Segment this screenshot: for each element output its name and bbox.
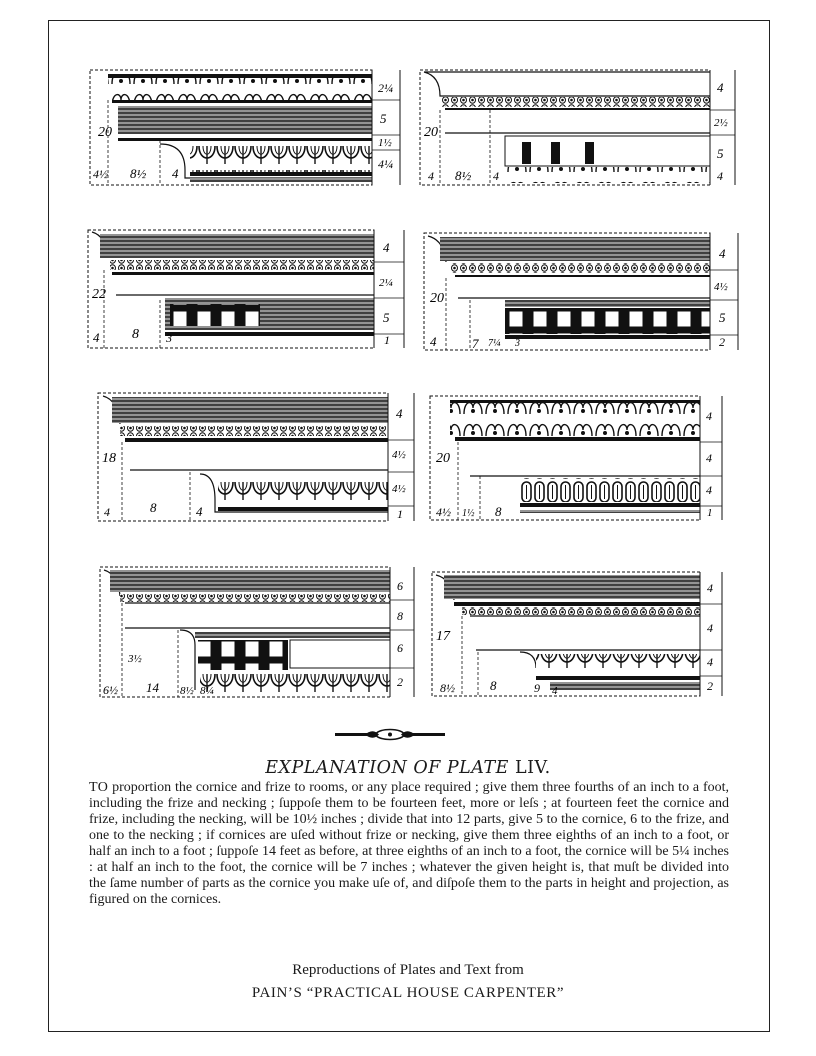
cornice-1-scale-1: 2¼ <box>378 81 393 95</box>
cornice-7-dim-4: 8½ <box>180 685 194 697</box>
cornice-5-dim-4: 4 <box>196 504 203 519</box>
cornice-6-dim-4: 1½ <box>462 508 475 519</box>
cornice-1-dim-4: 4 <box>172 166 179 181</box>
cornice-7-scale-4: 2 <box>397 675 403 689</box>
cornice-8 <box>432 572 722 697</box>
cornice-5-dim-3: 8 <box>150 500 157 515</box>
cornice-8-dim-1: 17 <box>436 629 450 644</box>
heading-title: EXPLANATION OF PLATE <box>265 758 509 778</box>
cornice-5-dim-1: 18 <box>102 451 116 466</box>
cornice-6-scale-1: 4 <box>706 409 712 423</box>
cornice-6-scale-2: 4 <box>706 451 712 465</box>
cornice-8-dim-2: 8½ <box>440 681 455 695</box>
cornice-3-dim-4: 3 <box>166 331 172 345</box>
credit-line-2: PAIN’S “PRACTICAL HOUSE CARPENTER” <box>251 985 565 1001</box>
cornice-7-scale-2: 8 <box>397 609 403 623</box>
cornice-3-scale-2: 2¼ <box>379 277 393 289</box>
cornice-3-dim-3: 8 <box>132 327 139 342</box>
explanation-heading <box>0 758 816 778</box>
cornice-8-dim-4: 9 <box>534 681 540 695</box>
cornice-1-scale-3: 1½ <box>378 137 392 149</box>
cornice-3-scale-1: 4 <box>383 240 390 255</box>
cornice-1-dim-2: 4½ <box>93 167 108 181</box>
cornice-3-scale-3: 5 <box>383 310 390 325</box>
cornice-7-scale-1: 6 <box>397 579 403 593</box>
cornice-2-dim-4: 4 <box>493 169 499 183</box>
cornice-4-dim-3: 7 <box>472 336 479 351</box>
cornice-5-scale-3: 4½ <box>392 483 406 495</box>
cornice-5 <box>98 393 414 521</box>
cornice-4-dim-1: 20 <box>430 291 444 306</box>
cornice-8-scale-1: 4 <box>707 581 713 595</box>
cornice-5-scale-2: 4½ <box>392 449 406 461</box>
credit-line-1: Reproductions of Plates and Text from <box>292 962 524 978</box>
cornice-7-dim-5: 8¼ <box>200 685 214 697</box>
cornice-5-scale-1: 4 <box>396 406 403 421</box>
cornice-5-dim-2: 4 <box>104 505 110 519</box>
cornice-4-dim-2: 4 <box>430 334 437 349</box>
cornice-3-dim-1: 22 <box>92 287 106 302</box>
cornice-4-dim-4: 7¼ <box>488 338 501 349</box>
cornice-2-scale-4: 4 <box>717 169 723 183</box>
cornice-5-scale-4: 1 <box>397 507 403 521</box>
cornice-6-scale-3: 4 <box>706 483 712 497</box>
cornice-6-dim-2: 4½ <box>436 505 451 519</box>
ornament-divider <box>335 728 445 742</box>
cornice-3-scale-4: 1 <box>384 333 390 347</box>
cornice-1-scale-4: 4¼ <box>378 157 393 171</box>
cornice-4-scale-2: 4½ <box>714 281 728 293</box>
cornice-7-scale-3: 6 <box>397 641 403 655</box>
cornice-2-dim-3: 8½ <box>455 168 472 183</box>
cornice-1 <box>90 70 400 185</box>
cornice-4 <box>424 233 738 351</box>
cornice-3 <box>88 230 404 348</box>
cornice-4-scale-3: 5 <box>719 310 726 325</box>
cornice-4-scale-1: 4 <box>719 246 726 261</box>
cornice-2 <box>420 70 735 185</box>
cornice-2-scale-2: 2½ <box>714 117 728 129</box>
cornice-7 <box>100 567 414 697</box>
cornice-6-dim-1: 20 <box>436 451 450 466</box>
cornice-2-dim-2: 4 <box>428 169 434 183</box>
cornice-8-scale-3: 4 <box>707 655 713 669</box>
cornice-7-dim-1: 3½ <box>128 653 142 665</box>
cornice-1-scale-2: 5 <box>380 111 387 126</box>
cornice-2-dim-1: 20 <box>424 125 438 140</box>
heading-numeral: LIV. <box>515 758 551 778</box>
cornice-2-scale-3: 5 <box>717 146 724 161</box>
explanation-text <box>89 780 729 908</box>
cornice-7-dim-3: 14 <box>146 680 159 695</box>
cornice-1-dim-1: 20 <box>98 125 112 140</box>
explanation-body: proportion the cornice and frize to rooms, or any place required ; give them three fourths of an inch to a foot, including the frize and necking ; ſuppoſe them to be fourteen feet, more or leſs ; at fourteen feet the cornice and frize, including the necking, will be 10½ inches ; divide that into 12 parts, give 5 to the cornice, 6 to the frize, and one to the necking ; if cornices are uſed without frize or necking, give them three eighths of an inch to a foot, or half an inch to a foot ; ſuppoſe 14 feet as before, at three eighths of an inch to a foot, the cornice will be 5¼ inches : at half an inch to the foot, the cornice will be 7 inches ; whatever the given height is, that muſt be divided into the ſame number of parts as the cornice you make uſe of, and diſpoſe them to the parts in height and projection, as figured on the cornices. <box>89 780 729 907</box>
cornice-3-dim-2: 4 <box>93 330 100 345</box>
cornice-2-scale-1: 4 <box>717 80 724 95</box>
cornice-8-dim-5: 4 <box>552 685 558 697</box>
cornice-4-scale-4: 2 <box>719 335 725 349</box>
cornice-1-dim-3: 8½ <box>130 166 147 181</box>
cornice-6-dim-3: 8 <box>495 504 502 519</box>
explanation-lead: TO <box>89 780 109 795</box>
cornice-6-scale-4: 1 <box>707 507 713 519</box>
cornice-8-dim-3: 8 <box>490 678 497 693</box>
cornice-6 <box>430 396 722 520</box>
cornice-4-dim-5: 3 <box>515 338 520 349</box>
cornice-8-scale-2: 4 <box>707 621 713 635</box>
cornice-7-dim-2: 6½ <box>103 683 118 697</box>
cornice-8-scale-4: 2 <box>707 679 713 693</box>
